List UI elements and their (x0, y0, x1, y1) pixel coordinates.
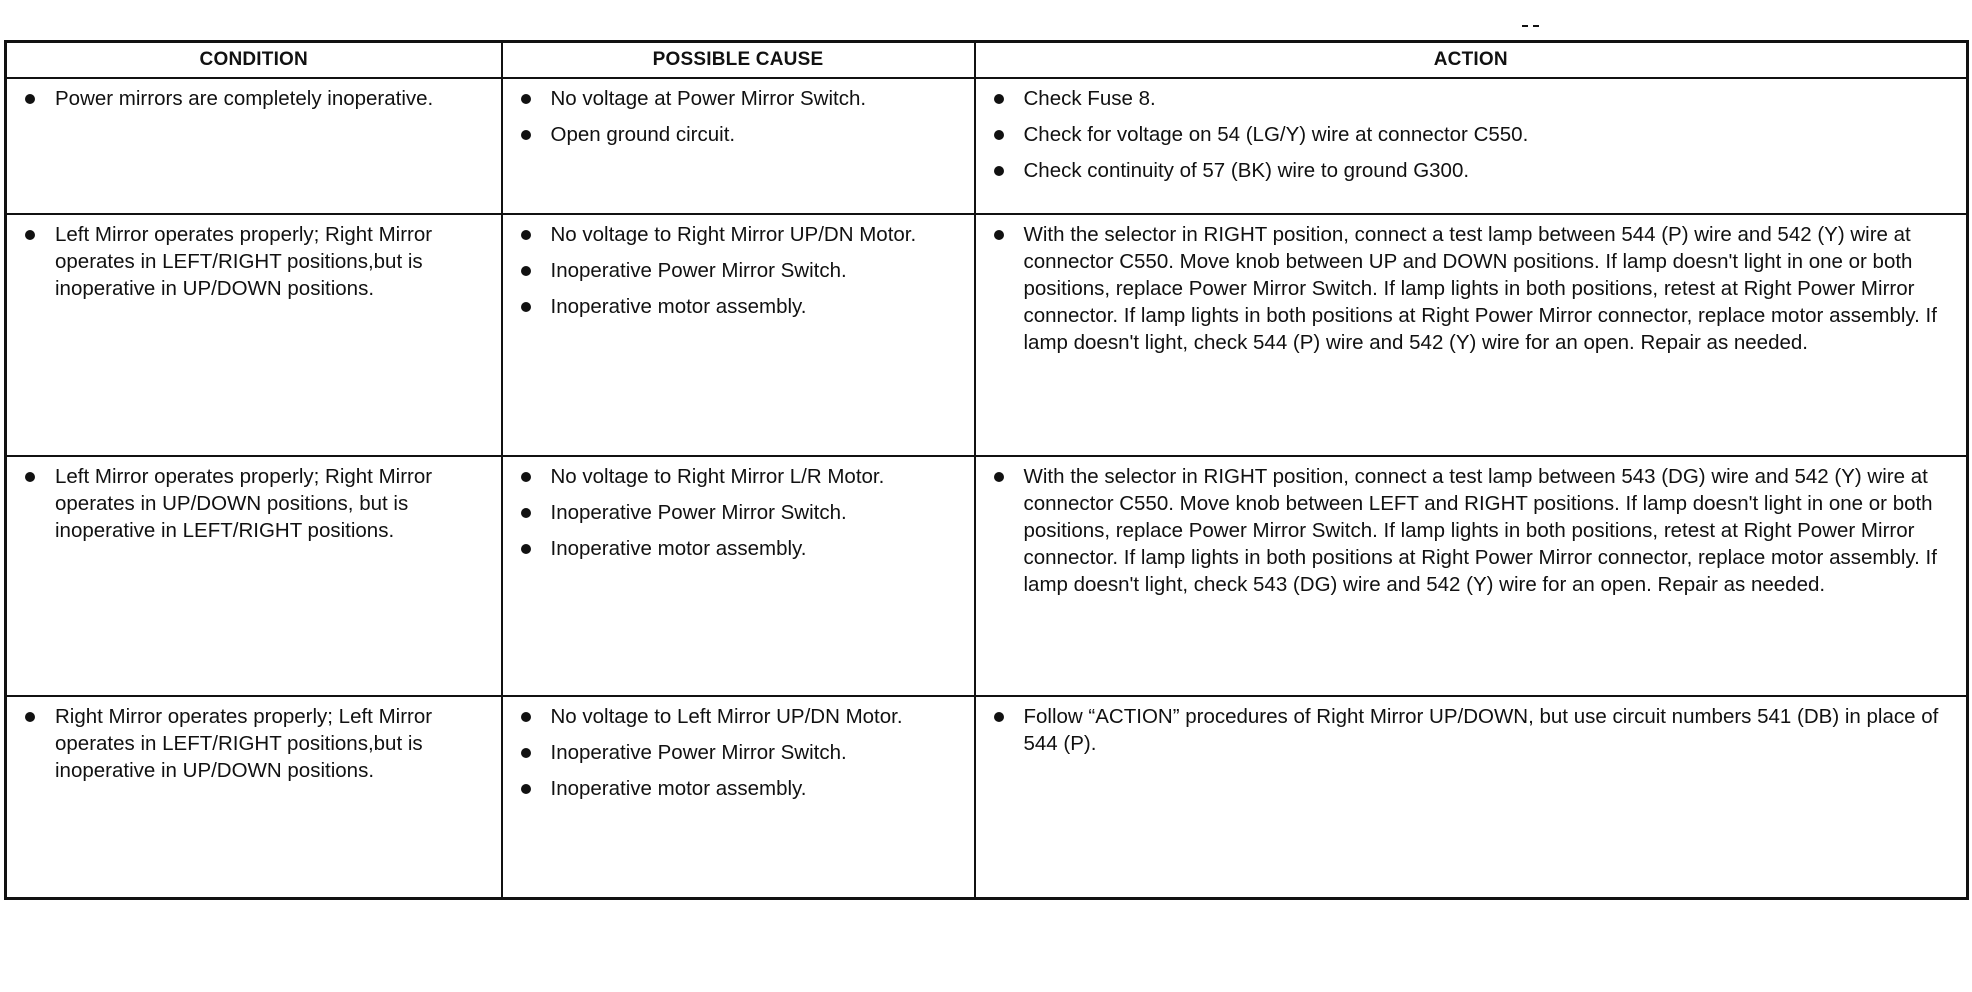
table-row (6, 696, 1968, 899)
action-cell (975, 696, 1968, 899)
cause-item: No voltage at Power Mirror Switch. (513, 85, 964, 112)
condition-item: Left Mirror operates properly; Right Mirror operates in LEFT/RIGHT positions,but is inoperative in UP/DOWN positions. (17, 221, 491, 302)
cause-item: Inoperative Power Mirror Switch. (513, 739, 964, 766)
cause-cell (502, 78, 975, 214)
action-item: Check continuity of 57 (BK) wire to ground G300. (986, 157, 1957, 184)
cause-item: No voltage to Left Mirror UP/DN Motor. (513, 703, 964, 730)
cause-item: Open ground circuit. (513, 121, 964, 148)
cause-item: Inoperative motor assembly. (513, 293, 964, 320)
header-action: ACTION (975, 42, 1968, 79)
condition-item: Right Mirror operates properly; Left Mirror operates in LEFT/RIGHT positions,but is inoperative in UP/DOWN positions. (17, 703, 491, 784)
condition-item: Left Mirror operates properly; Right Mirror operates in UP/DOWN positions, but is inoperative in LEFT/RIGHT positions. (17, 463, 491, 544)
cause-cell (502, 214, 975, 456)
action-item: With the selector in RIGHT position, connect a test lamp between 544 (P) wire and 542 (Y) wire at connector C550. Move knob between UP and DOWN positions. If lamp doesn't light in one or both positions, replace Power Mirror Switch. If lamp lights in both positions, retest at Right Power Mirror connector. If lamp lights in both positions at Right Power Mirror connector, replace motor assembly. If lamp doesn't light, check 544 (P) wire and 542 (Y) wire for an open. Repair as needed. (986, 221, 1957, 356)
header-possible-cause: POSSIBLE CAUSE (502, 42, 975, 79)
cause-item: Inoperative Power Mirror Switch. (513, 257, 964, 284)
condition-item: Power mirrors are completely inoperative. (17, 85, 491, 112)
cause-item: Inoperative Power Mirror Switch. (513, 499, 964, 526)
action-item: Follow “ACTION” procedures of Right Mirror UP/DOWN, but use circuit numbers 541 (DB) in place of 544 (P). (986, 703, 1957, 757)
diagnosis-table (4, 40, 1969, 900)
action-item: With the selector in RIGHT position, connect a test lamp between 543 (DG) wire and 542 (Y) wire at connector C550. Move knob between LEFT and RIGHT positions. If lamp doesn't light in one or both positions, replace Power Mirror Switch. If lamp lights in both positions, retest at Right Power Mirror connector. If lamp lights in both positions at Right Power Mirror connector, replace motor assembly. If lamp doesn't light, check 543 (DG) wire and 542 (Y) wire for an open. Repair as needed. (986, 463, 1957, 598)
page-corner-marks (1522, 14, 1546, 20)
cause-item: Inoperative motor assembly. (513, 775, 964, 802)
action-item: Check Fuse 8. (986, 85, 1957, 112)
condition-cell (6, 456, 502, 696)
table-row (6, 214, 1968, 456)
cause-cell (502, 696, 975, 899)
cause-item: Inoperative motor assembly. (513, 535, 964, 562)
header-row (6, 42, 1968, 79)
action-cell (975, 78, 1968, 214)
condition-cell (6, 214, 502, 456)
cause-item: No voltage to Right Mirror UP/DN Motor. (513, 221, 964, 248)
action-cell (975, 456, 1968, 696)
action-item: Check for voltage on 54 (LG/Y) wire at connector C550. (986, 121, 1957, 148)
condition-cell (6, 696, 502, 899)
action-cell (975, 214, 1968, 456)
table-row (6, 78, 1968, 214)
cause-item: No voltage to Right Mirror L/R Motor. (513, 463, 964, 490)
table-row (6, 456, 1968, 696)
condition-cell (6, 78, 502, 214)
header-condition: CONDITION (6, 42, 502, 79)
cause-cell (502, 456, 975, 696)
